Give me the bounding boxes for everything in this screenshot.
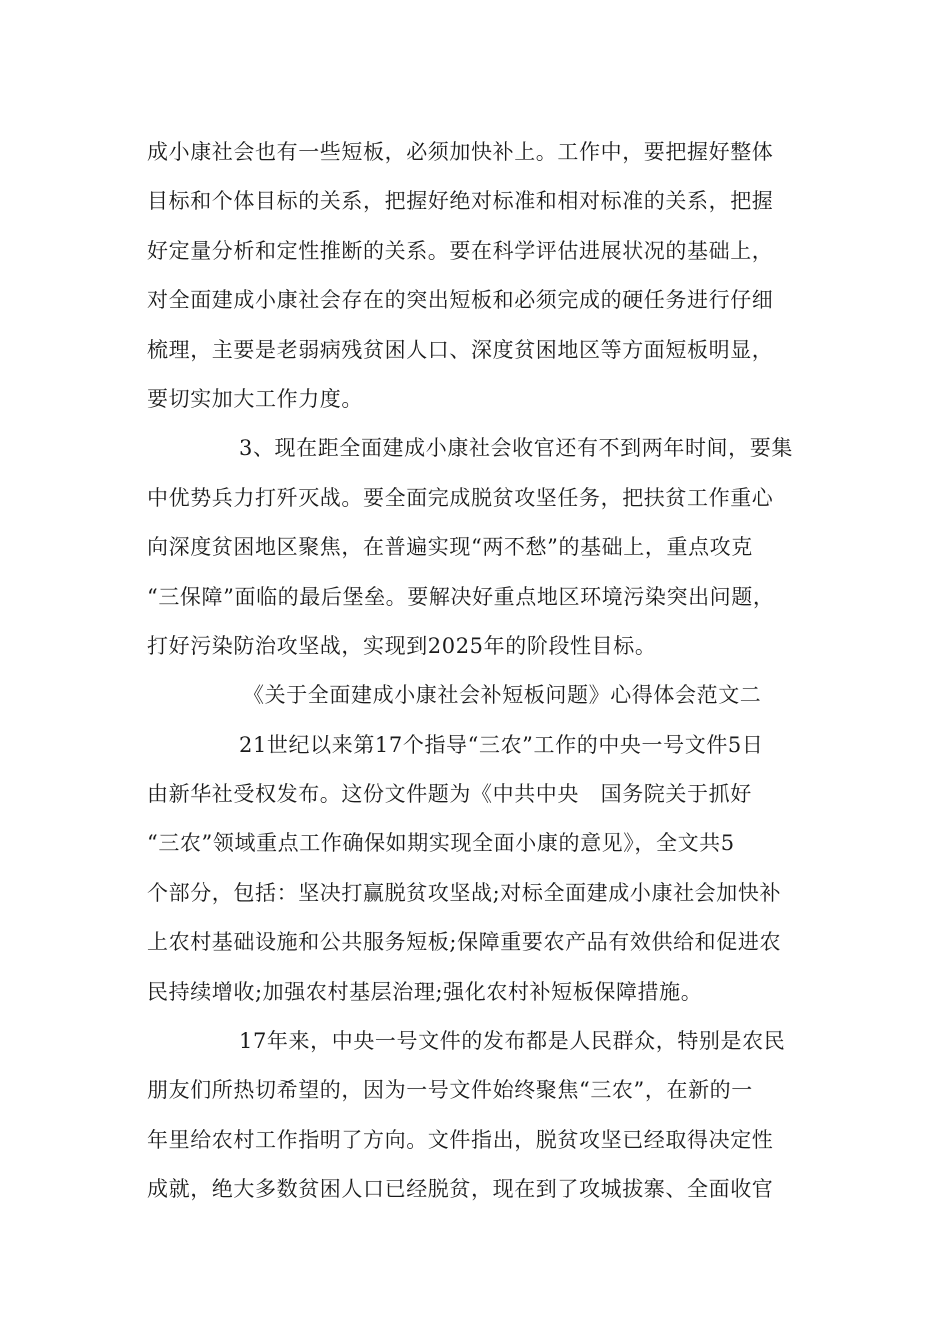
document-body <box>147 128 837 1215</box>
text-line: 成小康社会也有一些短板，必须加快补上。工作中，要把握好整体 <box>147 140 774 164</box>
text-line: 目标和个体目标的关系，把握好绝对标准和相对标准的关系，把握 <box>147 189 774 214</box>
text-line: 年里给农村工作指明了方向。文件指出，脱贫攻坚已经取得决定性 <box>147 1127 774 1152</box>
section-title: 《关于全面建成小康社会补短板问题》心得体会范文二 <box>243 683 762 708</box>
text-line: 打好污染防治攻坚战，实现到2025年的阶段性目标。 <box>147 633 657 658</box>
text-line: 3、现在距全面建成小康社会收官还有不到两年时间，要集 <box>239 436 793 461</box>
text-line: 向深度贫困地区聚焦，在普遍实现“两不愁”的基础上，重点攻克 <box>147 535 753 560</box>
text-line: 梳理，主要是老弱病残贫困人口、深度贫困地区等方面短板明显， <box>147 337 774 362</box>
text-line: 成就，绝大多数贫困人口已经脱贫，现在到了攻城拔寨、全面收官 <box>147 1177 774 1202</box>
text-line: 民持续增收;加强农村基层治理;强化农村补短板保障措施。 <box>147 979 703 1004</box>
text-line: “三保障”面临的最后堡垒。要解决好重点地区环境污染突出问题， <box>147 584 775 609</box>
text-line: 好定量分析和定性推断的关系。要在科学评估进展状况的基础上， <box>147 238 774 263</box>
text-line: 中优势兵力打歼灭战。要全面完成脱贫攻坚任务，把扶贫工作重心 <box>147 485 774 510</box>
text-line: 个部分，包括：坚决打赢脱贫攻坚战;对标全面建成小康社会加快补 <box>147 880 782 905</box>
text-line: 要切实加大工作力度。 <box>147 386 363 411</box>
text-line: 对全面建成小康社会存在的突出短板和必须完成的硬任务进行仔细 <box>147 288 774 313</box>
text-line: 朋友们所热切希望的，因为一号文件始终聚焦“三农”，在新的一 <box>147 1078 753 1103</box>
text-line: 17年来，中央一号文件的发布都是人民群众，特别是农民 <box>239 1029 786 1054</box>
text-line: 21世纪以来第17个指导“三农”工作的中央一号文件5日 <box>239 732 764 757</box>
text-line: 由新华社受权发布。这份文件题为《中共中央 国务院关于抓好 <box>147 782 752 807</box>
text-line: 上农村基础设施和公共服务短板;保障重要农产品有效供给和促进农 <box>147 930 782 955</box>
text-line: “三农”领域重点工作确保如期实现全面小康的意见》，全文共5 <box>147 831 735 856</box>
